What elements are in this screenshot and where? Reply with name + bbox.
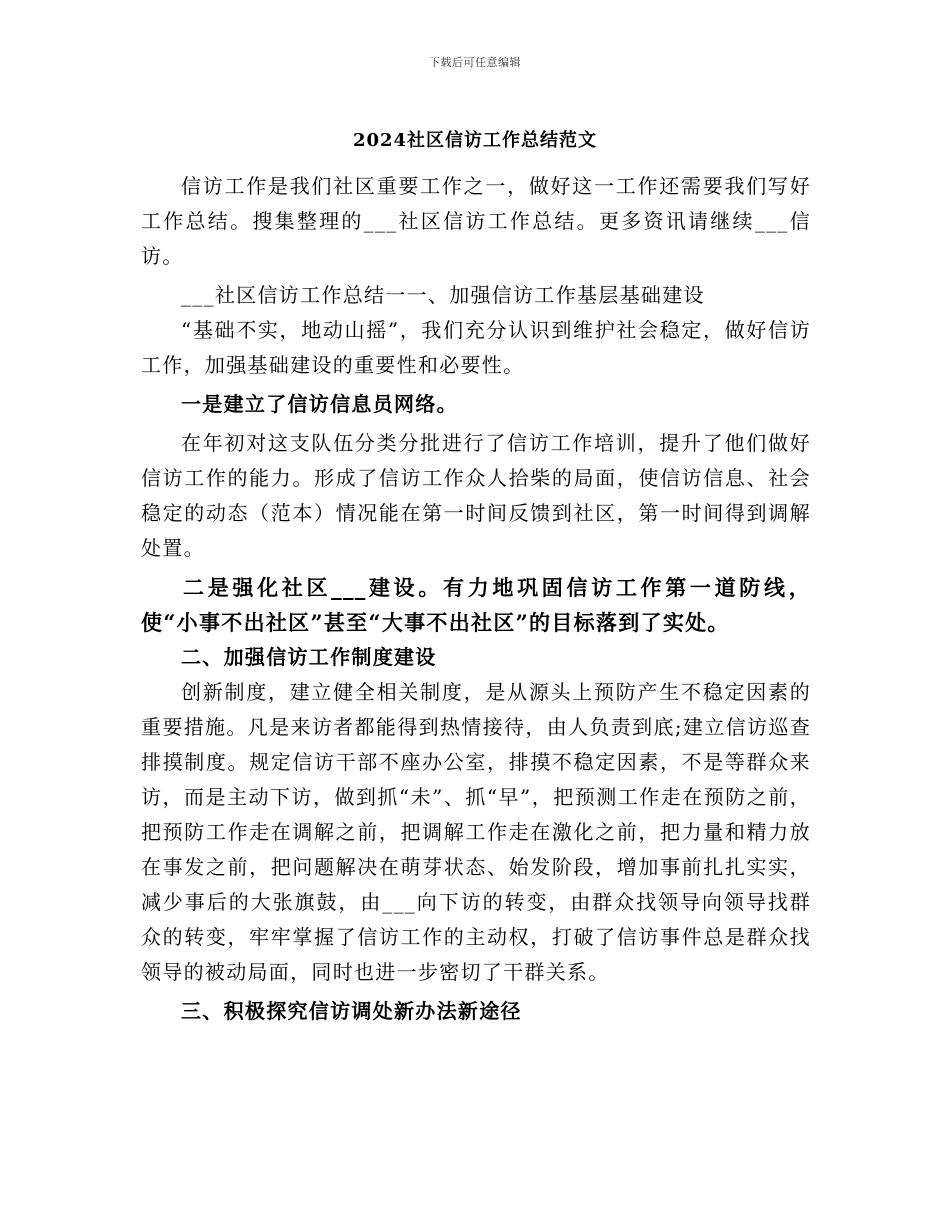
header-note: 下载后可任意编辑 [429, 56, 521, 69]
paragraph-intro: 信访工作是我们社区重要工作之一，做好这一工作还需要我们写好工作总结。搜集整理的___社区信访工作总结。更多资讯请继续___信访。 [141, 174, 811, 268]
document-title: 2024社区信访工作总结范文 [352, 130, 598, 151]
paragraph-section-one-heading: ___社区信访工作总结一一、加强信访工作基层基础建设 [181, 283, 705, 307]
paragraph-section-three-heading: 三、积极探究信访调处新办法新途径 [181, 999, 522, 1023]
paragraph-point-two: 二是强化社区___建设。有力地巩固信访工作第一道防线，使“小事不出社区”甚至“大事不出社区”的目标落到了实处。 [141, 575, 811, 635]
paragraph-system-building: 创新制度，建立健全相关制度，是从源头上预防产生不稳定因素的重要措施。凡是来访者都能得到热情接待，由人负责到底;建立信访巡查排摸制度。规定信访干部不座办公室，排摸不稳定因素，不是等群众来访，而是主动下访，做到抓“未”、抓“早”，把预测工作走在预防之前，把预防工作走在调解之前，把调解工作走在激化之前，把力量和精力放在事发之前，把问题解决在萌芽状态、始发阶段，增加事前扎扎实实，减少事后的大张旗鼓，由___向下访的转变，由群众找领导向领导找群众的转变，牢牢掌握了信访工作的主动权，打破了信访事件总是群众找领导的被动局面，同时也进一步密切了干群关系。 [141, 680, 811, 984]
document-body [141, 169, 811, 1029]
paragraph-section-two-heading: 二、加强信访工作制度建设 [181, 645, 437, 669]
paragraph-training: 在年初对这支队伍分类分批进行了信访工作培训，提升了他们做好信访工作的能力。形成了信访工作众人拾柴的局面，使信访信息、社会稳定的动态（范本）情况能在第一时间反馈到社区，第一时间得到调解处置。 [141, 431, 811, 560]
paragraph-point-one: 一是建立了信访信息员网络。 [181, 392, 458, 416]
paragraph-foundation: “基础不实，地动山摇”，我们充分认识到维护社会稳定，做好信访工作，加强基础建设的重要性和必要性。 [141, 318, 811, 377]
